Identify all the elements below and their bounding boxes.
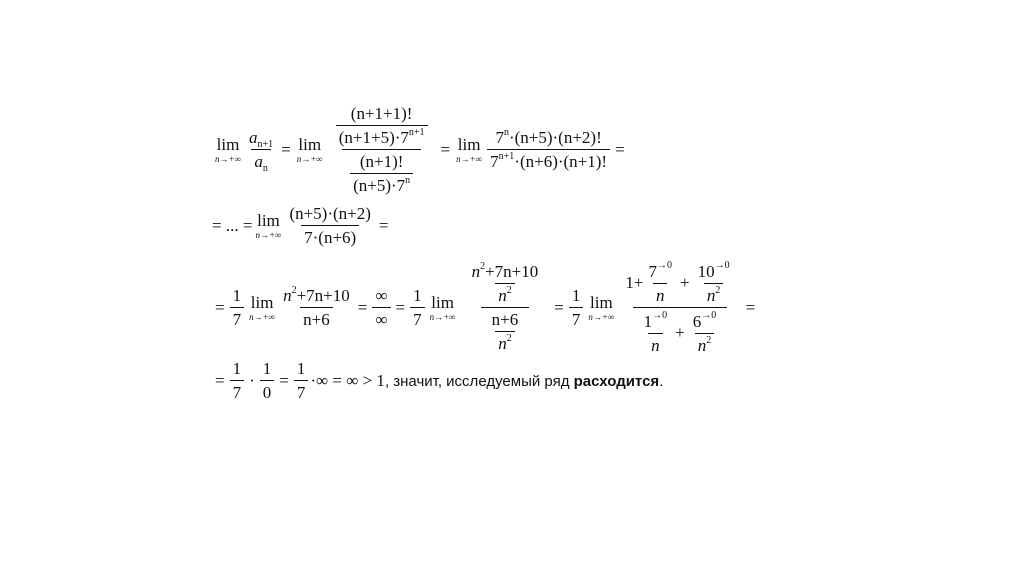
limit-terms-fraction: 1+ $\frac{7^{\to 0}}{n}$ + $\frac{10^{\to 0}}{n^2}$ $\frac{1^{\to 0}}{n}$ + $\frac{6^{\to 0}}{n^2}$: [625, 260, 730, 355]
limit-operator: lim n→+∞: [429, 293, 456, 322]
limit-operator: lim n→+∞: [296, 135, 323, 164]
ratio-fraction: $\frac{a_{n+1}}{a_n}$: [249, 128, 274, 174]
limit-operator: lim n→+∞: [588, 293, 615, 322]
indeterminate-form: $\frac{\infty}{\infty}$: [372, 286, 390, 330]
divided-by-n2-fraction: $\frac{\frac{n^2+7n+10}{n^2}}{\frac{n+6}{n^2}}$: [471, 261, 539, 353]
limit-operator: lim n→+∞: [255, 211, 282, 240]
limit-operator: lim n→+∞: [249, 293, 276, 322]
limit-operator: lim n→+∞: [215, 135, 241, 164]
formula-line-1: lim n→+∞ $\frac{a_{n+1}}{a_n}$ = lim n→+∞ $\frac{\frac{(n+1+1)!}{(n+1+5)\cdot 7^{n+1}}}{\frac{(n+1)!}{(n+5)\cdot 7^n}}$ = lim n→+∞ $\frac{7^n\cdot(n+5)\cdot(n+2)!}{7^{n+1}\cdot(n+6)\cdot(n+1)!}$ =: [215, 104, 625, 195]
simplified-fraction: $\frac{7^n\cdot(n+5)\cdot(n+2)!}{7^{n+1}\cdot(n+6)\cdot(n+1)!}$: [487, 128, 610, 172]
formula-line-4: = $\frac{1}{7}$ · $\frac{1}{0}$ = $\frac{1}{7}$ ·∞ = ∞ > 1 , значит, исследуемый ряд расходится.: [215, 359, 664, 402]
fraction: $\frac{(n+5)\cdot(n+2)}{7\cdot(n+6)}$: [289, 204, 371, 247]
limit-operator: lim n→+∞: [456, 135, 483, 164]
polynomial-fraction: $\frac{n^2+7n+10}{n+6}$: [283, 285, 350, 329]
conclusion-text: , значит, исследуемый ряд расходится.: [384, 372, 664, 390]
formula-line-3: = $\frac{1}{7}$ lim n→+∞ $\frac{n^2+7n+10}{n+6}$ = $\frac{\infty}{\infty}$ = $\frac{1}{7}$ lim n→+∞ $\frac{\frac{n^2+7n+10}{n^2}}{\frac{n+6}{n^2}}$ = $\frac{1}{7}$ lim n→+∞ 1+ $\frac{7^{\to 0}}{n}$ + $\frac{10^{\to 0}}{n^2}$ $\frac{1^{\to 0}}{n}$ + $\frac{6^{\to 0}}{n^2}$ =: [215, 260, 756, 355]
formula-line-2: = ... = lim n→+∞ $\frac{(n+5)\cdot(n+2)}{7\cdot(n+6)}$ =: [212, 204, 389, 247]
compound-fraction: $\frac{\frac{(n+1+1)!}{(n+1+5)\cdot 7^{n+1}}}{\frac{(n+1)!}{(n+5)\cdot 7^n}}$: [328, 104, 436, 196]
